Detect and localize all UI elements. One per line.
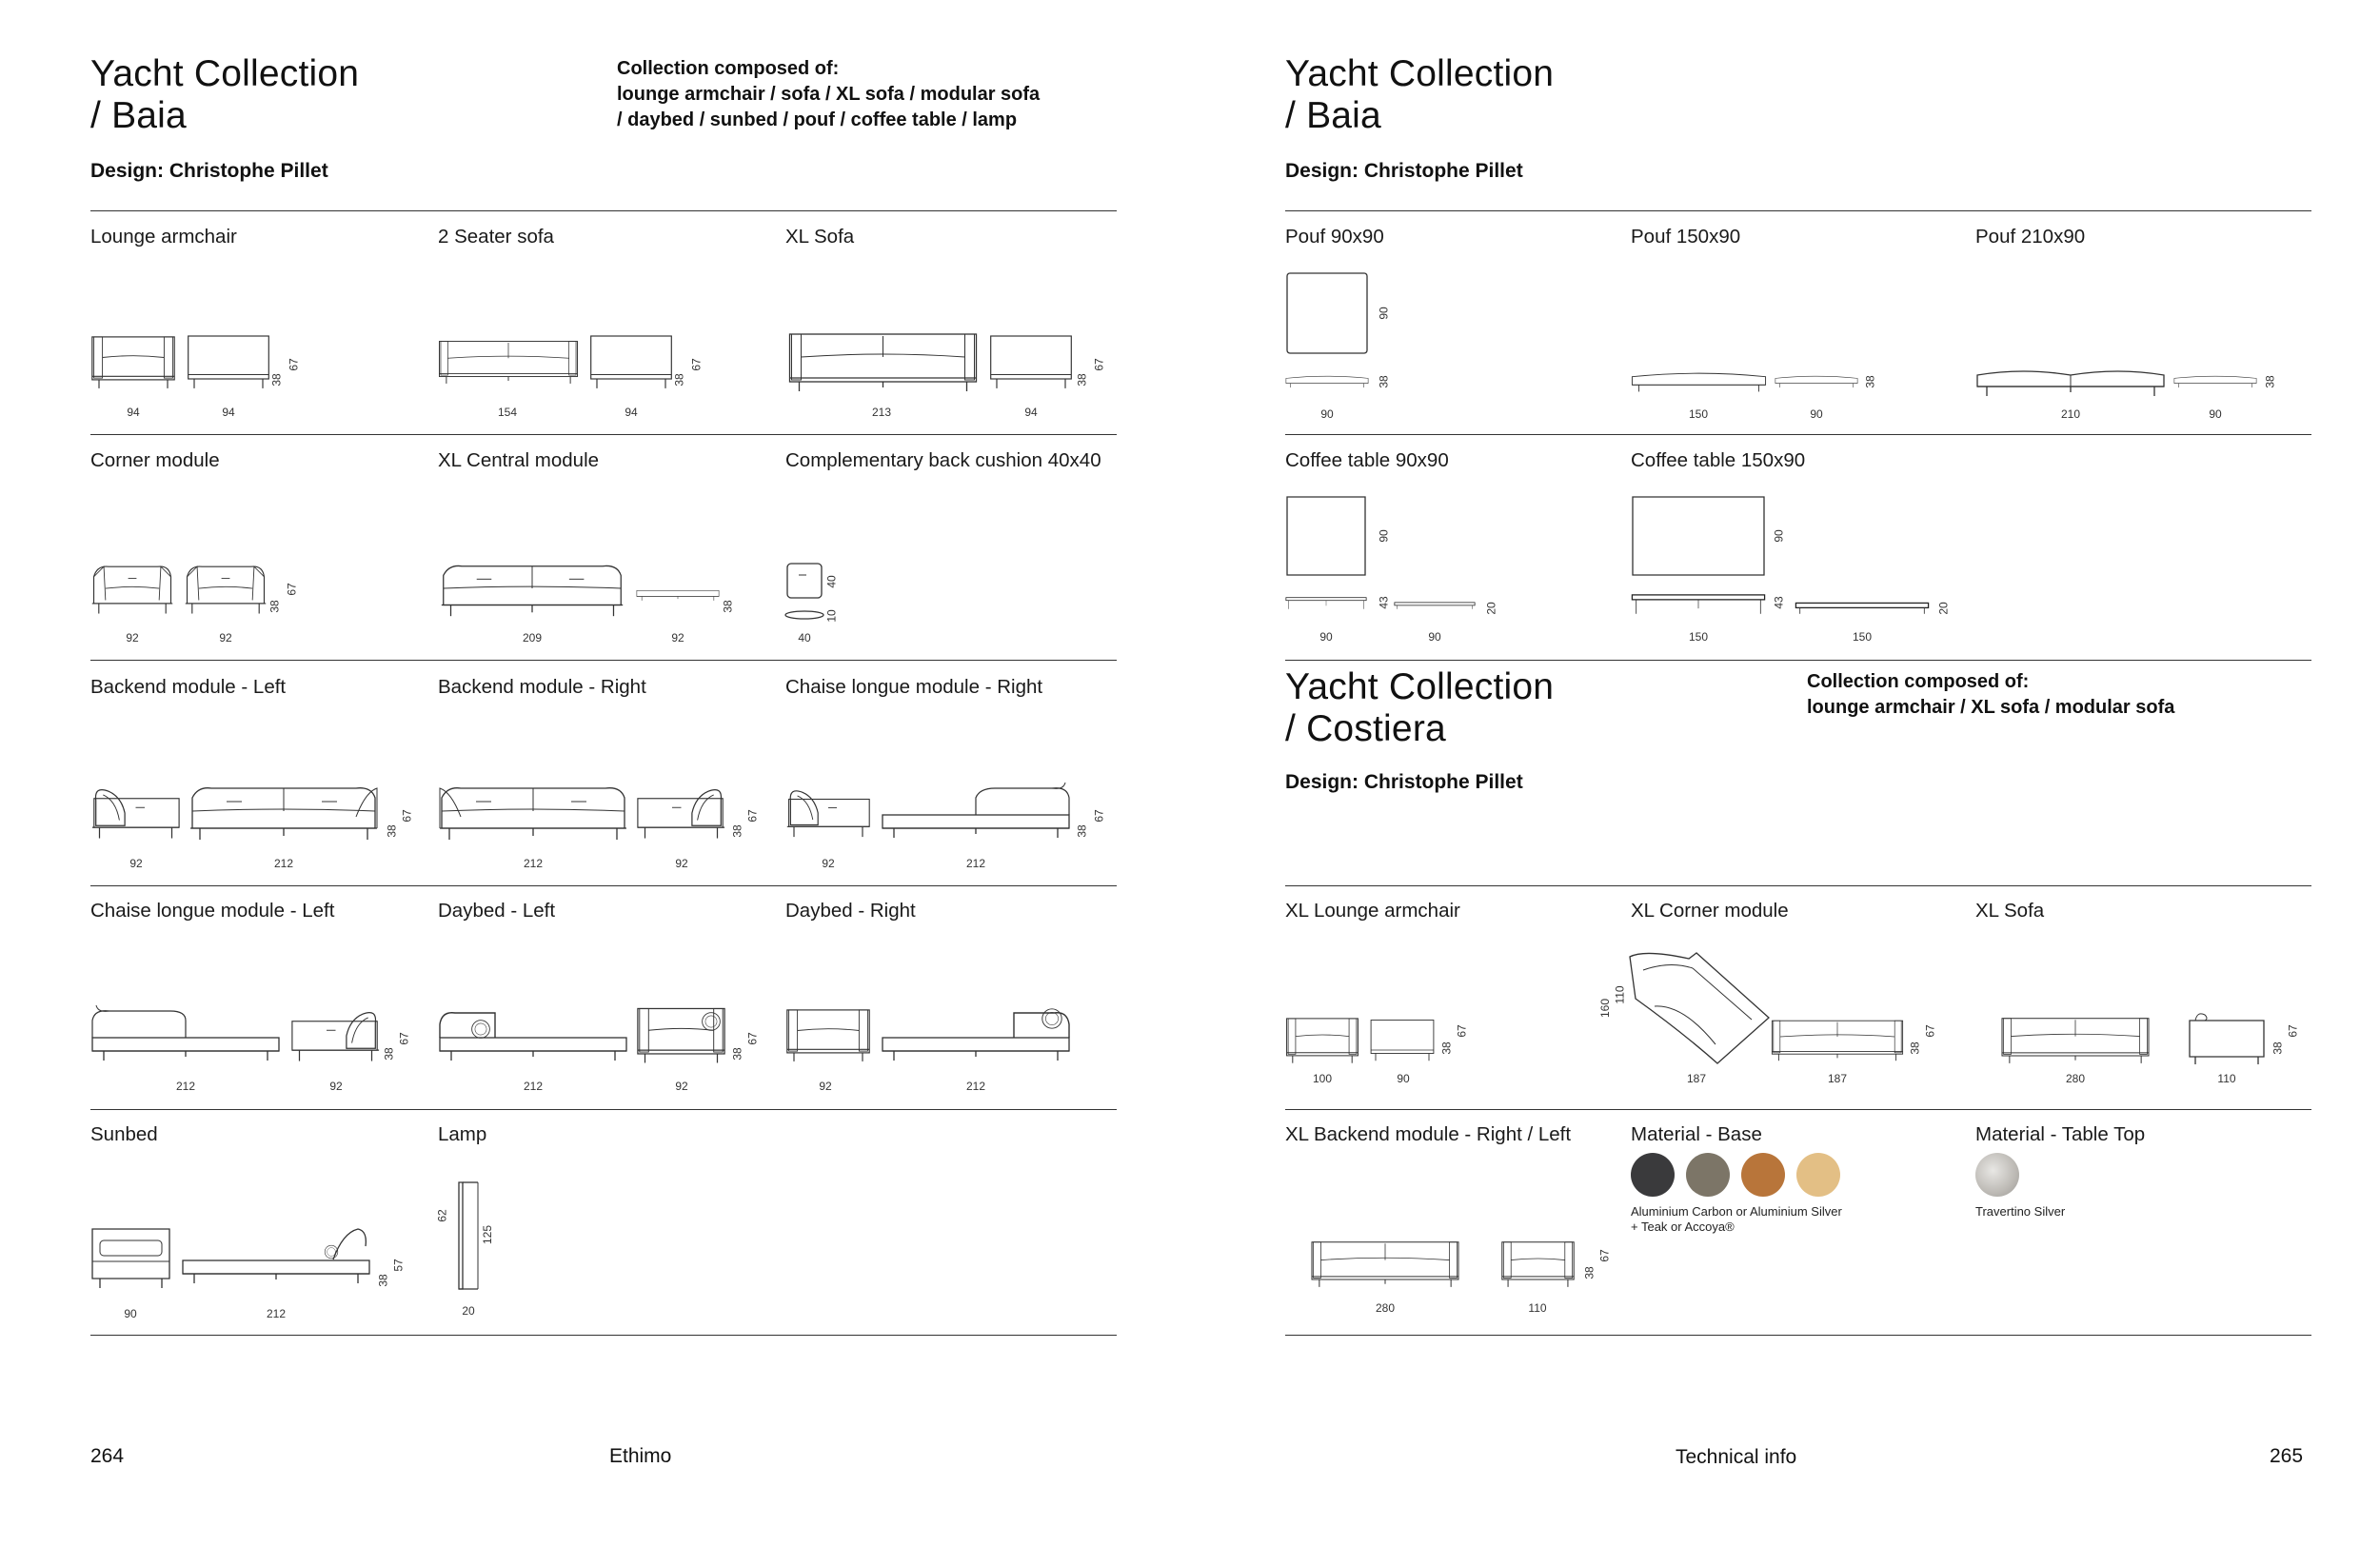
left-divider-3 — [90, 660, 1117, 661]
dim-backend-right-depth: 92 — [675, 857, 688, 870]
item-label-pouf-210: Pouf 210x90 — [1975, 226, 2086, 248]
vdim-corner-module-height: 67 — [285, 583, 299, 596]
vdim-xl-backend-module-height: 67 — [1597, 1249, 1612, 1262]
vdim-xl-corner-module-outer: 160 — [1598, 998, 1613, 1019]
drawing-coffee-table-150-top — [1631, 495, 1766, 577]
right-title-line-2: / Baia — [1285, 95, 1381, 136]
item-label-lamp: Lamp — [438, 1123, 487, 1145]
vdim-xl-backend-module-seat: 38 — [1582, 1266, 1597, 1279]
dim-daybed-right-depth: 92 — [819, 1080, 832, 1093]
item-label-chaise-left: Chaise longue module - Left — [90, 900, 335, 922]
vdim-coffee-table-150-height: 43 — [1772, 596, 1786, 609]
drawing-xl-sofa-costiera-front — [1975, 1014, 2175, 1066]
item-label-daybed-left: Daybed - Left — [438, 900, 556, 922]
left-divider-1 — [90, 210, 1117, 211]
right-designer: Design: Christophe Pillet — [1285, 160, 1523, 182]
item-label-backend-right: Backend module - Right — [438, 676, 646, 698]
drawing-coffee-table-90-front — [1285, 583, 1367, 621]
costiera-collection-heading: Collection composed of: — [1807, 671, 2030, 692]
drawing-backend-left-front — [188, 779, 379, 845]
dim-daybed-left-width: 212 — [523, 1080, 544, 1093]
drawing-daybed-right-side — [785, 1002, 871, 1068]
costiera-title — [1285, 666, 1554, 750]
vdim-pouf-90-height: 38 — [1377, 375, 1391, 388]
drawing-xl-lounge-armchair-front — [1285, 1014, 1359, 1066]
item-label-xl-sofa: XL Sofa — [785, 226, 855, 248]
right-divider-4 — [1285, 885, 2311, 886]
dim-xl-backend-module-depth: 110 — [1528, 1301, 1547, 1315]
drawing-coffee-table-150-front — [1631, 583, 1766, 621]
dim-chaise-left-width: 212 — [175, 1080, 196, 1093]
vdim-xl-lounge-armchair-seat: 38 — [1439, 1041, 1454, 1055]
drawing-sunbed-front — [90, 1223, 171, 1292]
vdim-coffee-table-150-low: 20 — [1936, 602, 1951, 615]
costiera-title-line-2: / Costiera — [1285, 708, 1446, 749]
drawing-lounge-armchair-side — [186, 328, 271, 395]
dim-2-seater-sofa-width: 154 — [497, 406, 518, 419]
drawing-xl-corner-module-front — [1771, 1014, 1904, 1066]
vdim-pouf-210-height: 38 — [2263, 375, 2277, 388]
drawing-pouf-210-side — [2173, 362, 2257, 400]
dim-2-seater-sofa-depth: 94 — [625, 406, 638, 419]
item-label-2-seater-sofa: 2 Seater sofa — [438, 226, 554, 248]
drawing-xl-corner-module-plan — [1626, 947, 1769, 1066]
item-label-chaise-right: Chaise longue module - Right — [785, 676, 1043, 698]
material-base-note-line-2: + Teak or Accoya® — [1631, 1220, 1735, 1234]
dim-coffee-table-90-width: 90 — [1319, 630, 1333, 644]
dim-corner-module-width: 92 — [126, 631, 139, 645]
dim-chaise-right-width: 212 — [965, 857, 986, 870]
drawing-coffee-table-90-side — [1394, 583, 1476, 621]
vdim-coffee-table-90-depth: 90 — [1377, 529, 1391, 543]
drawing-daybed-right-front — [881, 1002, 1071, 1068]
vdim-xl-sofa-costiera-seat: 38 — [2271, 1041, 2285, 1055]
vdim-lounge-armchair-seat: 38 — [269, 373, 284, 387]
vdim-xl-sofa-height: 67 — [1092, 358, 1106, 371]
vdim-coffee-table-90-height: 43 — [1377, 596, 1391, 609]
drawing-xl-lounge-armchair-side — [1369, 1014, 1436, 1066]
page-number-left: 264 — [90, 1445, 125, 1467]
drawing-xl-central-module-front — [438, 557, 626, 622]
dim-xl-central-module-width: 209 — [522, 631, 543, 645]
drawing-pouf-210-front — [1975, 362, 2166, 400]
swatch-aluminium-silver — [1686, 1153, 1730, 1197]
dim-chaise-right-depth: 92 — [822, 857, 835, 870]
dim-backend-left-width: 212 — [273, 857, 294, 870]
dim-pouf-150-width: 150 — [1688, 407, 1709, 421]
item-label-corner-module: Corner module — [90, 449, 220, 471]
drawing-xl-backend-module-side — [1497, 1238, 1578, 1290]
dim-pouf-150-depth: 90 — [1810, 407, 1823, 421]
vdim-lamp-shade: 62 — [435, 1209, 449, 1222]
vdim-backend-left-seat: 38 — [385, 824, 399, 838]
vdim-backend-left-height: 67 — [400, 809, 414, 823]
drawing-corner-module-side — [184, 557, 268, 622]
drawing-xl-sofa-front — [785, 328, 981, 395]
drawing-chaise-left-front — [90, 1002, 281, 1068]
dim-daybed-left-depth: 92 — [675, 1080, 688, 1093]
vdim-xl-central-module-seat: 38 — [721, 600, 735, 613]
drawing-chaise-right-front — [881, 779, 1071, 845]
swatch-teak — [1741, 1153, 1785, 1197]
material-base-note-line-1: Aluminium Carbon or Aluminium Silver — [1631, 1204, 1842, 1219]
drawing-coffee-table-90-top — [1285, 495, 1367, 577]
drawing-backend-right-front — [438, 779, 628, 845]
drawing-back-cushion-front — [785, 562, 823, 600]
dim-pouf-210-depth: 90 — [2209, 407, 2222, 421]
dim-coffee-table-90-depth: 90 — [1428, 630, 1441, 644]
dim-coffee-table-150-length: 150 — [1852, 630, 1873, 644]
item-label-xl-sofa-costiera: XL Sofa — [1975, 900, 2045, 922]
left-title-line-2: / Baia — [90, 95, 187, 136]
drawing-xl-sofa-side — [988, 328, 1074, 395]
vdim-lounge-armchair-height: 67 — [287, 358, 301, 371]
item-label-pouf-90: Pouf 90x90 — [1285, 226, 1384, 248]
dim-xl-sofa-costiera-depth: 110 — [2217, 1072, 2236, 1085]
drawing-pouf-90-top — [1285, 271, 1369, 355]
vdim-lamp-height: 125 — [481, 1224, 495, 1245]
left-title-line-1: Yacht Collection — [90, 53, 360, 94]
item-label-daybed-right: Daybed - Right — [785, 900, 916, 922]
item-label-xl-corner-module: XL Corner module — [1631, 900, 1789, 922]
drawing-daybed-left-front — [438, 1002, 628, 1068]
swatch-accoya — [1796, 1153, 1840, 1197]
vdim-pouf-150-height: 38 — [1863, 375, 1877, 388]
costiera-collection-composition — [1807, 669, 2174, 721]
left-collection-line-1: lounge armchair / sofa / XL sofa / modular sofa — [617, 84, 1041, 105]
left-collection-composition — [617, 56, 1040, 133]
costiera-title-line-1: Yacht Collection — [1285, 666, 1555, 707]
drawing-sunbed-side — [181, 1223, 371, 1292]
dim-xl-sofa-costiera-width: 280 — [2065, 1072, 2086, 1085]
right-divider-6 — [1285, 1335, 2311, 1336]
dim-xl-sofa-width: 213 — [871, 406, 892, 419]
costiera-collection-line-1: lounge armchair / XL sofa / modular sofa — [1807, 697, 2175, 718]
drawing-xl-central-module-side — [636, 557, 720, 622]
drawing-corner-module-front — [90, 557, 174, 622]
swatch-travertino-silver — [1975, 1153, 2019, 1197]
vdim-xl-corner-module-seat: 38 — [1908, 1041, 1922, 1055]
vdim-xl-sofa-seat: 38 — [1075, 373, 1089, 387]
item-label-coffee-table-150: Coffee table 150x90 — [1631, 449, 1806, 471]
drawing-pouf-150-front — [1631, 362, 1767, 400]
item-label-back-cushion: Complementary back cushion 40x40 — [785, 449, 1101, 471]
drawing-pouf-90-side — [1285, 362, 1369, 400]
vdim-chaise-right-height: 67 — [1092, 809, 1106, 823]
vdim-daybed-left-seat: 38 — [730, 1047, 744, 1061]
dim-xl-backend-module-width: 280 — [1375, 1301, 1396, 1315]
vdim-2-seater-sofa-seat: 38 — [672, 373, 686, 387]
right-title-line-1: Yacht Collection — [1285, 53, 1555, 94]
vdim-backend-right-height: 67 — [745, 809, 760, 823]
vdim-pouf-90-depth: 90 — [1377, 307, 1391, 320]
drawing-xl-backend-module-front — [1285, 1238, 1485, 1290]
dim-chaise-left-depth: 92 — [329, 1080, 343, 1093]
left-divider-4 — [90, 885, 1117, 886]
swatch-aluminium-carbon — [1631, 1153, 1675, 1197]
item-label-sunbed: Sunbed — [90, 1123, 158, 1145]
right-divider-5 — [1285, 1109, 2311, 1110]
item-label-pouf-150: Pouf 150x90 — [1631, 226, 1741, 248]
dim-xl-corner-module-width: 187 — [1686, 1072, 1707, 1085]
left-divider-6 — [90, 1335, 1117, 1336]
page-number-right: 265 — [2270, 1445, 2304, 1467]
drawing-chaise-left-side — [290, 1002, 381, 1068]
vdim-coffee-table-150-depth: 90 — [1772, 529, 1786, 543]
dim-corner-module-depth: 92 — [219, 631, 232, 645]
dim-daybed-right-width: 212 — [965, 1080, 986, 1093]
vdim-sunbed-height: 57 — [391, 1259, 406, 1272]
dim-sunbed-width: 212 — [266, 1307, 287, 1320]
dim-xl-central-module-depth: 92 — [671, 631, 684, 645]
vdim-xl-lounge-armchair-height: 67 — [1455, 1024, 1469, 1038]
vdim-corner-module-seat: 38 — [268, 600, 282, 613]
vdim-chaise-right-seat: 38 — [1075, 824, 1089, 838]
vdim-xl-sofa-costiera-height: 67 — [2286, 1024, 2300, 1038]
vdim-daybed-left-height: 67 — [745, 1032, 760, 1045]
dim-lounge-armchair-width: 94 — [127, 406, 140, 419]
costiera-designer: Design: Christophe Pillet — [1285, 771, 1523, 793]
dim-pouf-90-width: 90 — [1320, 407, 1334, 421]
vdim-backend-right-seat: 38 — [730, 824, 744, 838]
dim-coffee-table-150-width: 150 — [1688, 630, 1709, 644]
item-label-xl-backend-module: XL Backend module - Right / Left — [1285, 1123, 1572, 1145]
item-label-lounge-armchair: Lounge armchair — [90, 226, 237, 248]
material-top-label: Material - Table Top — [1975, 1123, 2146, 1145]
left-collection-line-2: / daybed / sunbed / pouf / coffee table / lamp — [617, 109, 1018, 130]
drawing-back-cushion-side — [783, 609, 825, 621]
drawing-backend-left-side — [90, 779, 181, 845]
drawing-lounge-armchair-front — [90, 328, 176, 395]
vdim-back-cushion-depth: 10 — [824, 609, 839, 623]
drawing-chaise-right-side — [785, 779, 871, 845]
dim-pouf-210-width: 210 — [2060, 407, 2081, 421]
left-collection-heading: Collection composed of: — [617, 58, 840, 79]
vdim-2-seater-sofa-height: 67 — [689, 358, 704, 371]
right-page-title — [1285, 53, 1554, 137]
material-base-note — [1631, 1204, 1842, 1235]
footer-brand: Ethimo — [609, 1445, 672, 1467]
left-divider-5 — [90, 1109, 1117, 1110]
dim-lounge-armchair-depth: 94 — [222, 406, 235, 419]
drawing-coffee-table-150-side — [1795, 583, 1930, 621]
drawing-backend-right-side — [636, 779, 726, 845]
dim-backend-left-depth: 92 — [129, 857, 143, 870]
right-divider-1 — [1285, 210, 2311, 211]
drawing-daybed-left-side — [636, 1002, 726, 1068]
dim-back-cushion-width: 40 — [798, 631, 811, 645]
right-divider-3 — [1285, 660, 2311, 661]
vdim-coffee-table-90-low: 20 — [1484, 602, 1498, 615]
dim-sunbed-depth: 90 — [124, 1307, 137, 1320]
item-label-coffee-table-90: Coffee table 90x90 — [1285, 449, 1449, 471]
left-designer: Design: Christophe Pillet — [90, 160, 328, 182]
drawing-2-seater-sofa-side — [588, 328, 674, 395]
dim-xl-sofa-depth: 94 — [1024, 406, 1038, 419]
item-label-xl-lounge-armchair: XL Lounge armchair — [1285, 900, 1460, 922]
item-label-xl-central-module: XL Central module — [438, 449, 600, 471]
drawing-xl-sofa-costiera-side — [2188, 1007, 2266, 1066]
left-page-title — [90, 53, 359, 137]
dim-xl-lounge-armchair-width: 100 — [1312, 1072, 1333, 1085]
vdim-chaise-left-seat: 38 — [382, 1047, 396, 1061]
vdim-back-cushion-height: 40 — [824, 575, 839, 588]
item-label-backend-left: Backend module - Left — [90, 676, 287, 698]
right-divider-2 — [1285, 434, 2311, 435]
dim-lamp-width: 20 — [462, 1304, 475, 1318]
drawing-2-seater-sofa-front — [438, 328, 579, 395]
vdim-chaise-left-height: 67 — [397, 1032, 411, 1045]
vdim-xl-corner-module-inner: 110 — [1613, 985, 1627, 1004]
material-top-note: Travertino Silver — [1975, 1204, 2066, 1219]
dim-backend-right-width: 212 — [523, 857, 544, 870]
vdim-xl-corner-module-height: 67 — [1923, 1024, 1937, 1038]
dim-xl-corner-module-depth: 187 — [1827, 1072, 1848, 1085]
material-base-label: Material - Base — [1631, 1123, 1762, 1145]
footer-section: Technical info — [1676, 1446, 1797, 1468]
left-divider-2 — [90, 434, 1117, 435]
drawing-pouf-150-side — [1775, 362, 1858, 400]
vdim-sunbed-seat: 38 — [376, 1274, 390, 1287]
dim-xl-lounge-armchair-depth: 90 — [1397, 1072, 1410, 1085]
